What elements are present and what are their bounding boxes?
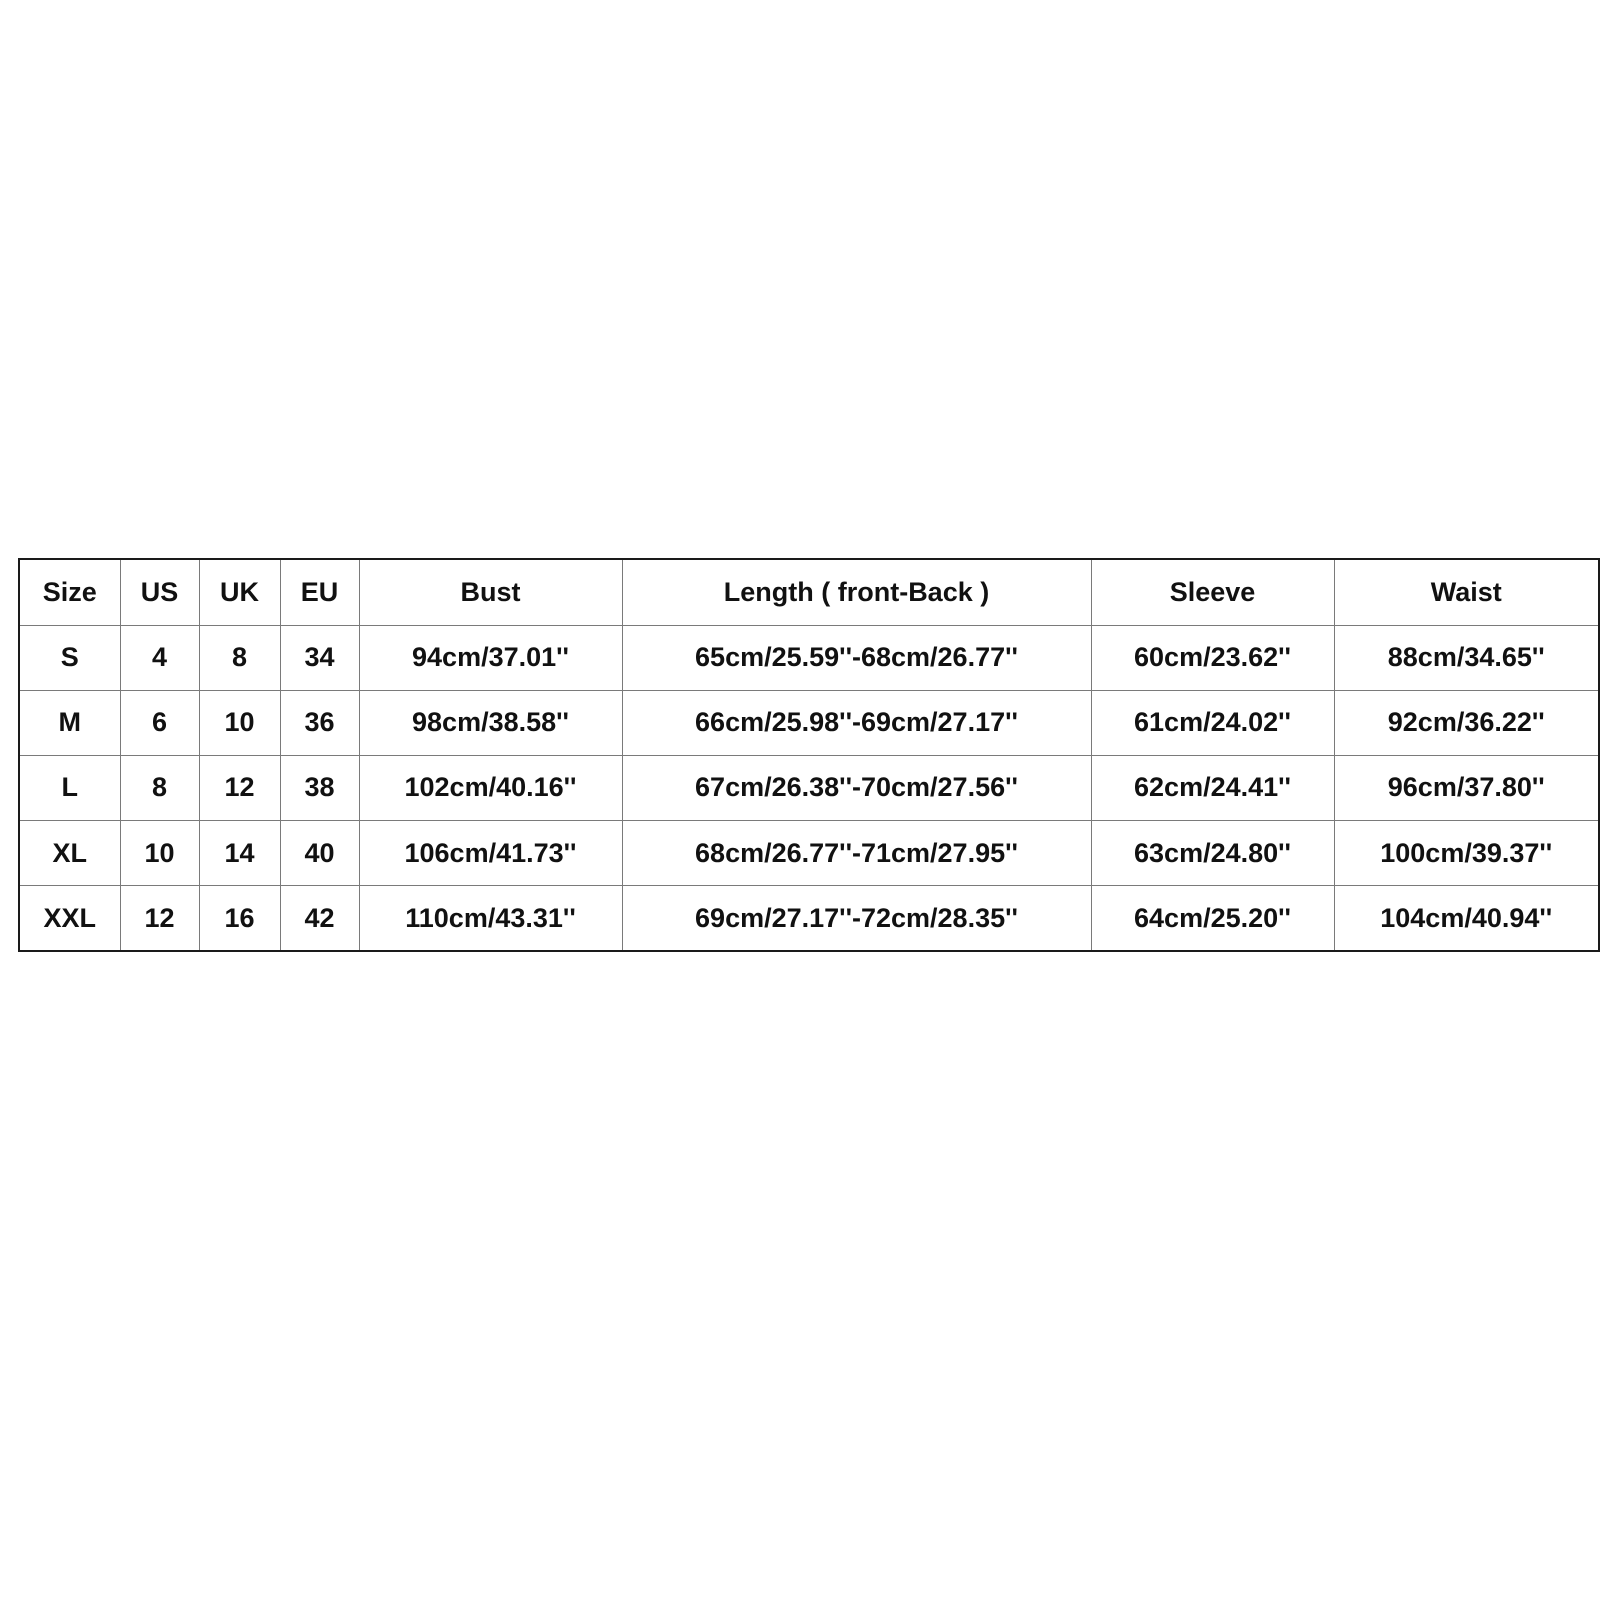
cell-length: 69cm/27.17''-72cm/28.35'' — [622, 886, 1091, 951]
cell-sleeve: 63cm/24.80'' — [1091, 821, 1334, 886]
cell-us: 10 — [120, 821, 199, 886]
cell-size: XXL — [19, 886, 120, 951]
table-row — [19, 625, 1599, 690]
cell-length: 65cm/25.59''-68cm/26.77'' — [622, 625, 1091, 690]
cell-eu: 42 — [280, 886, 359, 951]
cell-uk: 8 — [199, 625, 280, 690]
header-cell-uk: UK — [199, 559, 280, 625]
cell-bust: 106cm/41.73'' — [359, 821, 622, 886]
table-row — [19, 886, 1599, 951]
cell-size: M — [19, 690, 120, 755]
cell-eu: 38 — [280, 755, 359, 820]
header-cell-us: US — [120, 559, 199, 625]
cell-bust: 102cm/40.16'' — [359, 755, 622, 820]
cell-eu: 36 — [280, 690, 359, 755]
cell-us: 4 — [120, 625, 199, 690]
header-cell-length: Length ( front-Back ) — [622, 559, 1091, 625]
cell-waist: 100cm/39.37'' — [1334, 821, 1599, 886]
cell-length: 66cm/25.98''-69cm/27.17'' — [622, 690, 1091, 755]
header-cell-sleeve: Sleeve — [1091, 559, 1334, 625]
cell-uk: 16 — [199, 886, 280, 951]
header-row — [19, 559, 1599, 625]
header-cell-eu: EU — [280, 559, 359, 625]
table-row — [19, 755, 1599, 820]
cell-sleeve: 62cm/24.41'' — [1091, 755, 1334, 820]
size-chart-table — [18, 558, 1600, 952]
cell-size: L — [19, 755, 120, 820]
cell-eu: 34 — [280, 625, 359, 690]
cell-us: 8 — [120, 755, 199, 820]
cell-sleeve: 60cm/23.62'' — [1091, 625, 1334, 690]
cell-sleeve: 61cm/24.02'' — [1091, 690, 1334, 755]
cell-size: S — [19, 625, 120, 690]
header-cell-size: Size — [19, 559, 120, 625]
cell-length: 67cm/26.38''-70cm/27.56'' — [622, 755, 1091, 820]
cell-waist: 104cm/40.94'' — [1334, 886, 1599, 951]
cell-waist: 92cm/36.22'' — [1334, 690, 1599, 755]
cell-sleeve: 64cm/25.20'' — [1091, 886, 1334, 951]
cell-uk: 10 — [199, 690, 280, 755]
cell-waist: 88cm/34.65'' — [1334, 625, 1599, 690]
cell-waist: 96cm/37.80'' — [1334, 755, 1599, 820]
cell-us: 6 — [120, 690, 199, 755]
header-cell-waist: Waist — [1334, 559, 1599, 625]
cell-uk: 14 — [199, 821, 280, 886]
cell-eu: 40 — [280, 821, 359, 886]
header-cell-bust: Bust — [359, 559, 622, 625]
table-row — [19, 821, 1599, 886]
cell-length: 68cm/26.77''-71cm/27.95'' — [622, 821, 1091, 886]
cell-bust: 94cm/37.01'' — [359, 625, 622, 690]
cell-uk: 12 — [199, 755, 280, 820]
table-row — [19, 690, 1599, 755]
cell-size: XL — [19, 821, 120, 886]
cell-us: 12 — [120, 886, 199, 951]
cell-bust: 98cm/38.58'' — [359, 690, 622, 755]
cell-bust: 110cm/43.31'' — [359, 886, 622, 951]
